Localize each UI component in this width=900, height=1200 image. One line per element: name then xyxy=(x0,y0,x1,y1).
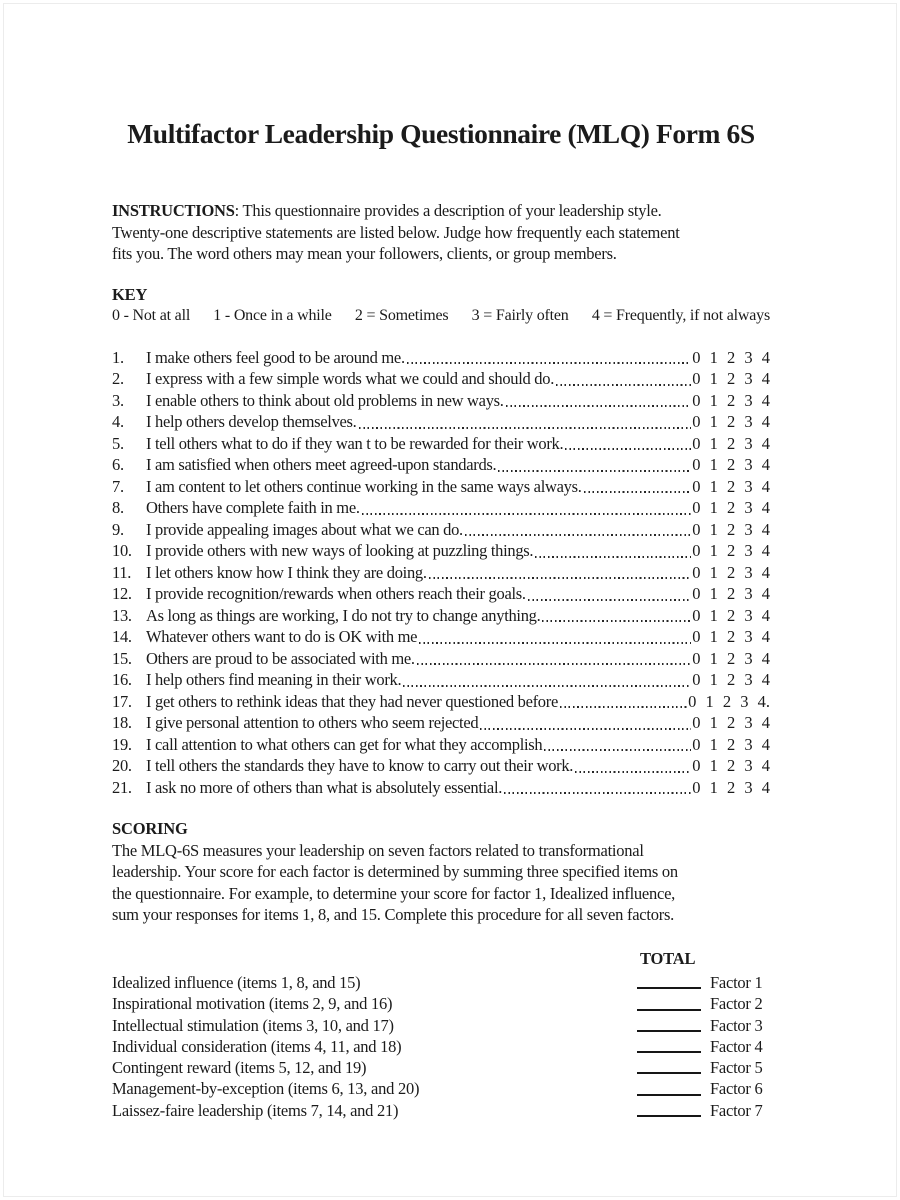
spacer xyxy=(398,1100,637,1121)
key-entry-4: 4 = Frequently, if not always xyxy=(591,307,770,324)
factor-name: Factor 3 xyxy=(710,1015,763,1035)
questionnaire-item xyxy=(112,712,770,734)
item-text: I provide recognition/rewards when others reach their goals. xyxy=(146,584,526,603)
dotted-leader xyxy=(506,405,692,407)
questionnaire-item xyxy=(112,755,770,777)
scoring-line-2: leadership. Your score for each factor is determined by summing three specified items on xyxy=(112,862,678,881)
item-text: I ask no more of others than what is absolutely essential. xyxy=(146,777,503,797)
questionnaire-item xyxy=(112,648,770,670)
questionnaire-item xyxy=(112,583,770,605)
factor-row xyxy=(112,1100,770,1121)
questionnaire-item xyxy=(112,476,770,498)
dotted-leader xyxy=(528,599,692,601)
factor-row xyxy=(112,1057,770,1078)
dotted-leader xyxy=(480,728,691,730)
dotted-leader xyxy=(535,556,691,558)
factor-label: Idealized influence (items 1, 8, and 15) xyxy=(112,973,361,992)
questionnaire-item xyxy=(112,368,770,390)
spacer xyxy=(401,1036,637,1057)
item-number: 18. xyxy=(112,713,132,732)
dotted-leader xyxy=(584,491,692,493)
item-text: I give personal attention to others who seem rejected xyxy=(146,713,479,732)
rating-scale: 0 1 2 3 4 xyxy=(692,605,770,625)
questionnaire-item xyxy=(112,734,770,756)
rating-scale: 0 1 2 3 4 xyxy=(692,433,770,453)
item-number: 15. xyxy=(112,648,132,668)
item-number: 13. xyxy=(112,605,132,625)
item-number: 4. xyxy=(112,412,124,431)
score-blank-line xyxy=(637,1009,701,1011)
item-number: 11. xyxy=(112,562,132,582)
rating-scale: 0 1 2 3 4 xyxy=(692,347,770,367)
score-blank-line xyxy=(637,1072,701,1074)
instructions-heading: INSTRUCTIONS xyxy=(112,201,235,220)
key-section xyxy=(112,284,770,327)
scoring-line-3: the questionnaire. For example, to determine your score for factor 1, Idealized influence, xyxy=(112,883,676,903)
item-number: 21. xyxy=(112,777,132,797)
factor-table xyxy=(112,972,770,1121)
instructions-line-3: fits you. The word others may mean your followers, clients, or group members. xyxy=(112,244,617,263)
item-number: 20. xyxy=(112,756,132,775)
rating-scale: 0 1 2 3 4 xyxy=(692,584,770,603)
key-entry-3: 3 = Fairly often xyxy=(471,307,569,324)
key-legend xyxy=(112,305,770,327)
questionnaire-item xyxy=(112,347,770,369)
item-text: I help others develop themselves. xyxy=(146,412,357,431)
factor-label: Laissez-faire leadership (items 7, 14, and 21) xyxy=(112,1100,399,1120)
item-number: 19. xyxy=(112,734,132,754)
questionnaire-list xyxy=(112,347,770,799)
dotted-leader xyxy=(544,749,691,751)
item-text: I tell others what to do if they wan t to be rewarded for their work. xyxy=(146,433,564,453)
factor-name: Factor 7 xyxy=(710,1100,763,1120)
dotted-leader xyxy=(565,448,691,450)
questionnaire-item xyxy=(112,540,770,562)
factor-label: Inspirational motivation (items 2, 9, and 16) xyxy=(112,994,393,1014)
total-heading: TOTAL xyxy=(640,948,696,968)
rating-scale: 0 1 2 3 4 xyxy=(692,390,770,410)
item-text: I make others feel good to be around me. xyxy=(146,347,405,367)
score-blank-line xyxy=(637,987,701,989)
questionnaire-item xyxy=(112,390,770,412)
item-text: I call attention to what others can get for what they accomplish xyxy=(146,734,543,754)
instructions-line-2: Twenty-one descriptive statements are listed below. Judge how frequently each statement xyxy=(112,222,680,242)
spacer xyxy=(392,993,637,1014)
item-text: I enable others to think about old problems in new ways. xyxy=(146,390,504,410)
score-blank-line xyxy=(637,1051,701,1053)
rating-scale: 0 1 2 3 4 xyxy=(692,562,770,582)
dotted-leader xyxy=(407,362,691,364)
spacer xyxy=(394,1015,637,1036)
questionnaire-item xyxy=(112,411,770,433)
rating-scale: 0 1 2 3 4 xyxy=(692,648,770,668)
rating-scale: 0 1 2 3 4 xyxy=(692,734,770,754)
dotted-leader xyxy=(417,663,692,665)
item-text: I am satisfied when others meet agreed-upon standards. xyxy=(146,455,497,474)
questionnaire-item xyxy=(112,777,770,799)
factor-label: Contingent reward (items 5, 12, and 19) xyxy=(112,1058,367,1078)
item-text: As long as things are working, I do not try to change anything. xyxy=(146,605,541,625)
rating-scale: 0 1 2 3 4 xyxy=(692,369,770,388)
dotted-leader xyxy=(498,470,691,472)
item-text: I help others find meaning in their work. xyxy=(146,670,402,689)
rating-scale: 0 1 2 3 4 xyxy=(692,777,770,797)
factor-label: Intellectual stimulation (items 3, 10, and 17) xyxy=(112,1015,394,1035)
dotted-leader xyxy=(560,706,687,708)
score-blank-line xyxy=(637,1094,701,1096)
item-number: 12. xyxy=(112,584,132,603)
questionnaire-item xyxy=(112,691,770,713)
questionnaire-item xyxy=(112,669,770,691)
item-text: I express with a few simple words what we could and should do. xyxy=(146,369,555,388)
rating-scale: 0 1 2 3 4 xyxy=(692,519,770,539)
item-text: Whatever others want to do is OK with me xyxy=(146,627,418,646)
item-text: I let others know how I think they are doing. xyxy=(146,562,427,582)
dotted-leader xyxy=(504,792,691,794)
dotted-leader xyxy=(362,513,692,515)
paragraph-line xyxy=(112,200,770,222)
rating-scale: 0 1 2 3 4 xyxy=(692,476,770,496)
item-number: 16. xyxy=(112,670,132,689)
rating-scale: 0 1 2 3 4 xyxy=(692,412,770,431)
factor-label: Individual consideration (items 4, 11, and 18) xyxy=(112,1036,402,1056)
factor-row xyxy=(112,972,770,993)
item-number: 9. xyxy=(112,519,124,539)
rating-scale: 0 1 2 3 4 xyxy=(692,756,770,775)
questionnaire-item xyxy=(112,433,770,455)
factor-name: Factor 6 xyxy=(710,1079,763,1099)
rating-scale: 0 1 2 3 4 xyxy=(692,498,770,517)
item-number: 8. xyxy=(112,498,124,517)
key-heading: KEY xyxy=(112,284,148,304)
item-number: 1. xyxy=(112,347,124,367)
key-entry-2: 2 = Sometimes xyxy=(354,307,449,324)
item-number: 14. xyxy=(112,627,132,646)
dotted-leader xyxy=(419,642,691,644)
factor-name: Factor 2 xyxy=(710,994,763,1014)
scoring-line-1: The MLQ-6S measures your leadership on seven factors related to transformational xyxy=(112,840,644,860)
factor-row xyxy=(112,1036,770,1057)
item-number: 7. xyxy=(112,476,124,496)
page-title: Multifactor Leadership Questionnaire (MLQ) Form 6S xyxy=(127,118,755,149)
dotted-leader xyxy=(542,620,691,622)
factor-label: Management-by-exception (items 6, 13, and 20) xyxy=(112,1079,420,1099)
questionnaire-item xyxy=(112,497,770,519)
score-blank-line xyxy=(637,1115,701,1117)
item-text: I tell others the standards they have to know to carry out their work. xyxy=(146,756,574,775)
scoring-section xyxy=(112,818,770,926)
factor-row xyxy=(112,993,770,1014)
factor-name: Factor 5 xyxy=(710,1058,763,1078)
score-blank-line xyxy=(637,1030,701,1032)
dotted-leader xyxy=(403,685,691,687)
item-number: 6. xyxy=(112,455,124,474)
rating-scale: 0 1 2 3 4 xyxy=(692,627,770,646)
dotted-leader xyxy=(429,577,692,579)
dotted-leader xyxy=(465,534,691,536)
factor-row xyxy=(112,1078,770,1099)
rating-scale: 0 1 2 3 4 xyxy=(692,713,770,732)
scoring-line-4: sum your responses for items 1, 8, and 15. Complete this procedure for all seven factors. xyxy=(112,905,674,924)
key-entry-1: 1 - Once in a while xyxy=(213,307,332,324)
item-number: 5. xyxy=(112,433,124,453)
instructions-line-1: : This questionnaire provides a description of your leadership style. xyxy=(234,201,662,220)
rating-scale: 0 1 2 3 4 xyxy=(692,670,770,689)
scoring-heading: SCORING xyxy=(112,819,188,838)
item-text: I get others to rethink ideas that they had never questioned before xyxy=(146,691,558,711)
rating-scale: 0 1 2 3 4. xyxy=(688,691,770,711)
questionnaire-item xyxy=(112,626,770,648)
factor-name: Factor 1 xyxy=(710,973,763,992)
item-number: 2. xyxy=(112,369,124,388)
item-number: 17. xyxy=(112,691,132,711)
item-text: Others are proud to be associated with me. xyxy=(146,648,415,668)
factor-row xyxy=(112,1015,770,1036)
instructions-paragraph xyxy=(112,200,770,265)
dotted-leader xyxy=(359,427,692,429)
item-text: I provide appealing images about what we can do. xyxy=(146,519,463,539)
questionnaire-item xyxy=(112,605,770,627)
questionnaire-item xyxy=(112,454,770,476)
questionnaire-item xyxy=(112,519,770,541)
item-number: 3. xyxy=(112,390,124,410)
key-entry-0: 0 - Not at all xyxy=(112,307,191,324)
item-text: I am content to let others continue working in the same ways always. xyxy=(146,476,582,496)
dotted-leader xyxy=(575,771,691,773)
factor-name: Factor 4 xyxy=(710,1036,763,1056)
item-text: Others have complete faith in me. xyxy=(146,498,360,517)
item-text: I provide others with new ways of looking at puzzling things. xyxy=(146,541,534,560)
rating-scale: 0 1 2 3 4 xyxy=(692,455,770,474)
spacer xyxy=(360,972,637,993)
spacer xyxy=(419,1078,637,1099)
dotted-leader xyxy=(556,384,691,386)
spacer xyxy=(366,1057,637,1078)
questionnaire-item xyxy=(112,562,770,584)
rating-scale: 0 1 2 3 4 xyxy=(692,541,770,560)
item-number: 10. xyxy=(112,541,132,560)
